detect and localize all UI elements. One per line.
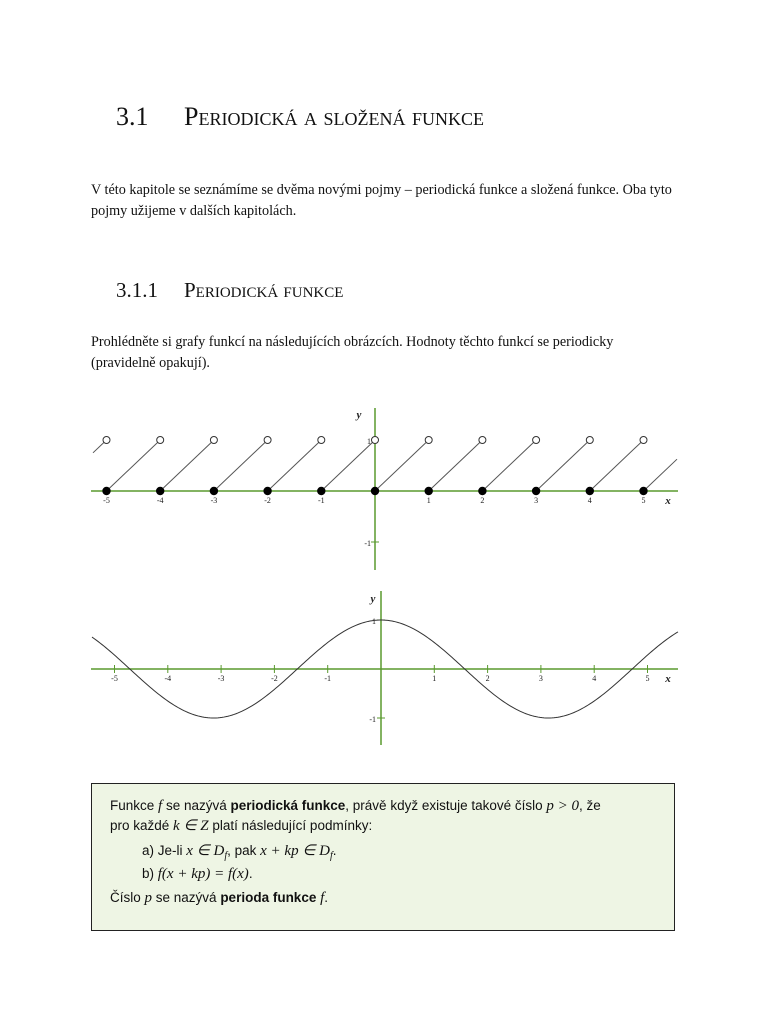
x-tick-label: -5 — [103, 496, 110, 505]
sawtooth-segment — [268, 440, 322, 491]
definition-line-last — [110, 890, 328, 907]
filled-point — [532, 487, 540, 495]
sawtooth-segment — [429, 440, 483, 491]
def-text: b) — [142, 866, 158, 881]
section-number: 3.1 — [116, 102, 149, 131]
section-heading — [116, 102, 484, 132]
def-math-f: f — [158, 798, 163, 814]
subsection-heading — [116, 278, 343, 303]
sawtooth-segment — [536, 440, 590, 491]
def-math-sub: f — [329, 850, 333, 862]
def-text: . — [324, 890, 329, 905]
x-tick-label: 5 — [645, 674, 650, 683]
def-text: a) Je-li — [142, 843, 187, 858]
def-text: Funkce — [110, 798, 159, 813]
y-tick-label: 1 — [372, 617, 376, 626]
definition-line-2 — [110, 816, 372, 835]
def-math: x ∈ D — [186, 843, 225, 859]
x-axis-label: x — [665, 495, 671, 507]
graph-sawtooth — [0, 400, 768, 575]
y-tick-label: -1 — [369, 715, 376, 724]
x-tick-label: -2 — [264, 496, 271, 505]
open-point — [372, 437, 379, 444]
filled-point — [317, 487, 325, 495]
section-title: Periodická a složená funkce — [184, 102, 484, 131]
x-tick-label: -1 — [317, 496, 325, 505]
open-point — [533, 437, 540, 444]
x-tick-label: -4 — [164, 674, 172, 683]
y-tick-label: 1 — [367, 437, 371, 446]
open-point — [157, 437, 164, 444]
def-term: perioda funkce — [220, 890, 317, 905]
open-point — [318, 437, 325, 444]
x-tick-label: -3 — [210, 496, 218, 505]
filled-point — [639, 487, 647, 495]
x-tick-label: 5 — [641, 496, 646, 505]
x-tick-label: 4 — [587, 496, 592, 505]
subsection-paragraph: Prohlédněte si grafy funkcí na následujících obrázcích. Hodnoty těchto funkcí se periodicky (pravidelně opakují). — [91, 334, 614, 371]
definition-line-1 — [110, 798, 601, 815]
x-tick-label: 3 — [534, 496, 539, 505]
open-point — [210, 437, 217, 444]
subsection-number: 3.1.1 — [116, 278, 158, 302]
definition-box — [91, 783, 675, 931]
def-math-k: k ∈ Z — [173, 818, 209, 834]
open-point — [586, 437, 593, 444]
filled-point — [156, 487, 164, 495]
x-tick-label: 1 — [426, 496, 431, 505]
x-tick-label: 1 — [432, 674, 437, 683]
def-text: se nazývá — [162, 798, 231, 813]
def-text: platí následující podmínky: — [208, 818, 373, 833]
def-text: , právě když existuje takové číslo — [345, 798, 547, 813]
open-point — [425, 437, 432, 444]
def-text: pro každé — [110, 818, 174, 833]
filled-point — [210, 487, 218, 495]
open-point — [264, 437, 271, 444]
subsection-title: Periodická funkce — [184, 278, 344, 302]
sawtooth-segment — [214, 440, 268, 491]
def-math-sub: f — [224, 850, 228, 862]
definition-item-a — [142, 841, 337, 862]
open-point — [479, 437, 486, 444]
sawtooth-segment — [375, 440, 429, 491]
intro-paragraph: V této kapitole se seznámíme se dvěma novými pojmy – periodická funkce a složená funkce. Oba tyto pojmy užijeme v dalších kapitolách. — [91, 182, 672, 219]
def-text: . — [248, 866, 253, 881]
filled-point — [586, 487, 594, 495]
definition-item-b — [142, 866, 253, 883]
x-tick-label: -2 — [271, 674, 278, 683]
def-term: periodická funkce — [230, 798, 346, 813]
graph-cosine — [0, 585, 768, 750]
sawtooth-segment — [482, 440, 536, 491]
x-tick-label: 2 — [485, 674, 490, 683]
def-text: Číslo — [110, 890, 145, 905]
def-text: , že — [579, 798, 601, 813]
open-point — [103, 437, 110, 444]
def-math-p: p — [144, 890, 153, 906]
x-tick-label: -5 — [111, 674, 118, 683]
x-tick-label: 3 — [538, 674, 543, 683]
y-axis-label: y — [370, 593, 376, 605]
x-axis-label: x — [665, 673, 671, 685]
x-tick-label: 4 — [592, 674, 597, 683]
def-math-p: p > 0 — [546, 798, 580, 814]
x-tick-label: -1 — [324, 674, 332, 683]
filled-point — [102, 487, 110, 495]
sawtooth-segment — [321, 440, 375, 491]
x-tick-label: -4 — [156, 496, 164, 505]
def-math: x + kp ∈ D — [260, 843, 330, 859]
def-text: , pak — [227, 843, 261, 858]
sawtooth-segment — [644, 459, 678, 491]
filled-point — [478, 487, 486, 495]
x-tick-label: 2 — [480, 496, 485, 505]
filled-point — [263, 487, 271, 495]
x-tick-label: -3 — [217, 674, 225, 683]
sawtooth-segment — [590, 440, 644, 491]
filled-point — [425, 487, 433, 495]
sawtooth-segment — [107, 440, 161, 491]
y-tick-label: -1 — [364, 539, 371, 548]
def-math: f(x + kp) = f(x) — [157, 866, 249, 882]
def-text: se nazývá — [152, 890, 221, 905]
filled-point — [371, 487, 379, 495]
sawtooth-segment — [160, 440, 214, 491]
def-math-f: f — [316, 890, 325, 906]
y-axis-label: y — [356, 409, 362, 421]
def-text: . — [332, 843, 337, 858]
open-point — [640, 437, 647, 444]
